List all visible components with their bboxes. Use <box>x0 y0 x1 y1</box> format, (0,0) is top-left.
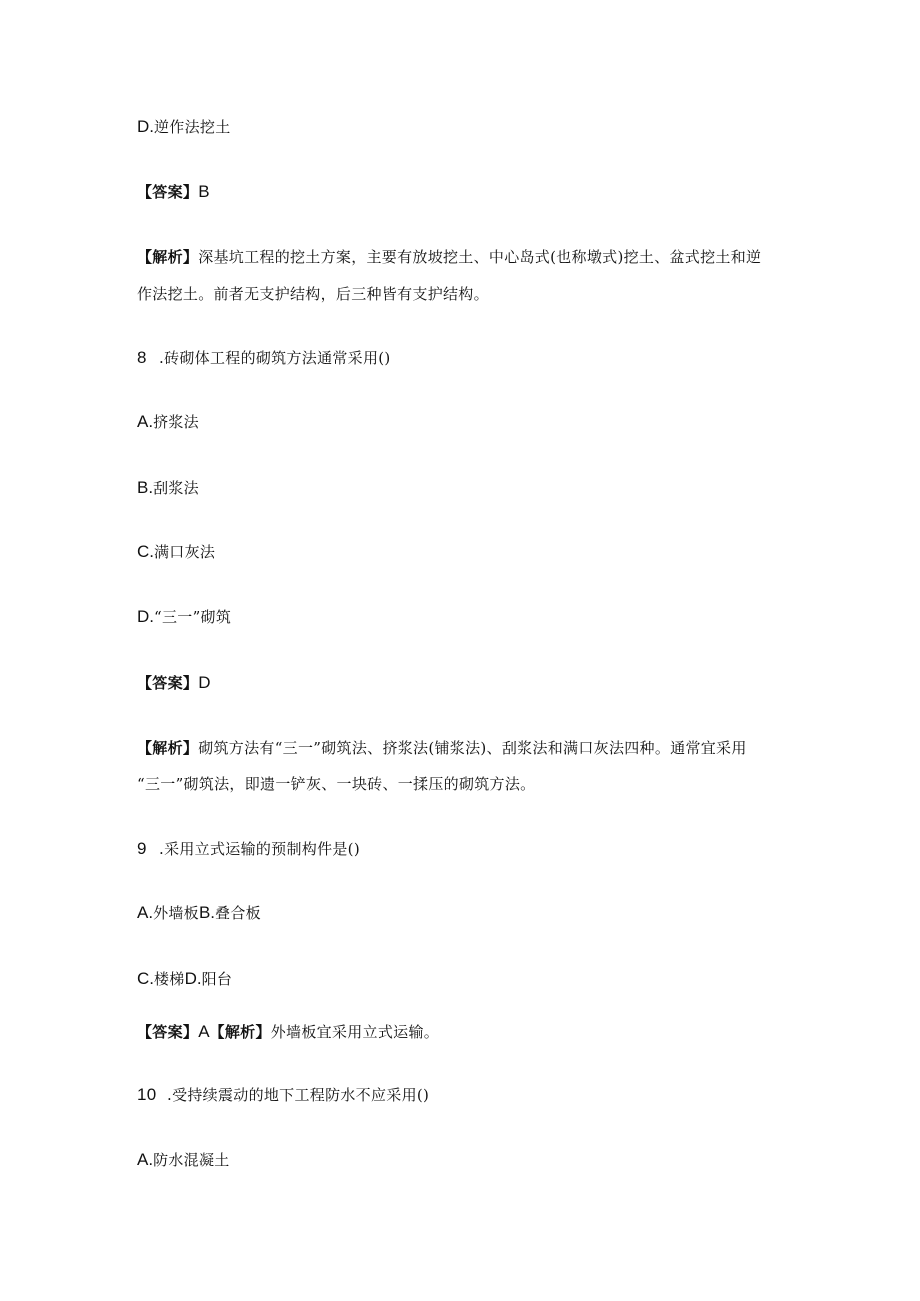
answer-value: A <box>198 1022 210 1041</box>
option-letter: C. <box>137 969 154 988</box>
q7-option-d <box>137 116 231 138</box>
analysis-text: 外墙板宜采用立式运输。 <box>270 1023 440 1041</box>
q9-options-cd <box>137 968 232 990</box>
answer-label: 【答案】 <box>137 674 199 692</box>
option-letter: A. <box>137 1150 154 1169</box>
question-number: 8 <box>137 348 147 367</box>
option-text: 挤浆法 <box>153 413 199 431</box>
q7-analysis-line1 <box>137 246 761 268</box>
option-letter: D. <box>137 117 154 136</box>
answer-label: 【答案】 <box>137 183 199 201</box>
answer-value: D <box>198 673 211 692</box>
analysis-text: 砌筑方法有“三一”砌筑法、挤浆法(铺浆法)、刮浆法和满口灰法四种。通常宜采用 <box>198 739 747 757</box>
option-letter: B. <box>137 478 154 497</box>
option-text: 满口灰法 <box>154 543 216 561</box>
q7-answer <box>137 181 210 203</box>
option-text: 逆作法挖土 <box>154 118 231 136</box>
q8-answer <box>137 672 210 694</box>
option-text: 刮浆法 <box>153 479 199 497</box>
q9-question <box>137 838 360 860</box>
q8-option-c <box>137 541 215 563</box>
q8-option-b <box>137 477 199 499</box>
analysis-label: 【解析】 <box>209 1023 271 1041</box>
q8-question <box>137 347 391 369</box>
option-letter: A. <box>137 903 154 922</box>
q8-option-d <box>137 606 231 628</box>
analysis-text: 作法挖土。前者无支护结构，后三种皆有支护结构。 <box>137 285 489 303</box>
option-letter: D. <box>184 969 202 988</box>
option-text: 外墙板 <box>153 904 199 922</box>
option-text: 叠合板 <box>215 904 261 922</box>
answer-value: B <box>198 182 210 201</box>
option-text: 防水混凝土 <box>153 1151 230 1169</box>
option-letter: A. <box>137 412 154 431</box>
option-text: “三一”砌筑 <box>154 608 232 626</box>
option-letter: B. <box>198 903 216 922</box>
q10-question <box>137 1084 429 1106</box>
q8-analysis-line1 <box>137 737 747 759</box>
analysis-text: “三一”砌筑法，即遗一铲灰、一块砖、一揉压的砌筑方法。 <box>137 775 536 793</box>
q9-options-ab <box>137 902 261 924</box>
analysis-text: 深基坑工程的挖土方案，主要有放坡挖土、中心岛式(也称墩式)挖土、盆式挖土和逆 <box>198 248 762 266</box>
question-text: .砖砌体工程的砌筑方法通常采用() <box>159 349 391 367</box>
question-number: 10 <box>137 1085 157 1104</box>
option-text: 阳台 <box>201 970 233 988</box>
q10-option-a <box>137 1149 230 1171</box>
question-text: .受持续震动的地下工程防水不应采用() <box>167 1086 430 1104</box>
q8-analysis-line2 <box>137 773 535 795</box>
q9-answer-analysis <box>137 1021 439 1043</box>
question-number: 9 <box>137 839 147 858</box>
answer-label: 【答案】 <box>137 1023 199 1041</box>
option-letter: C. <box>137 542 154 561</box>
question-text: .采用立式运输的预制构件是() <box>159 840 360 858</box>
analysis-label: 【解析】 <box>137 248 199 266</box>
option-letter: D. <box>137 607 154 626</box>
q8-option-a <box>137 411 199 433</box>
option-text: 楼梯 <box>154 970 185 988</box>
q7-analysis-line2 <box>137 283 489 305</box>
analysis-label: 【解析】 <box>137 739 199 757</box>
